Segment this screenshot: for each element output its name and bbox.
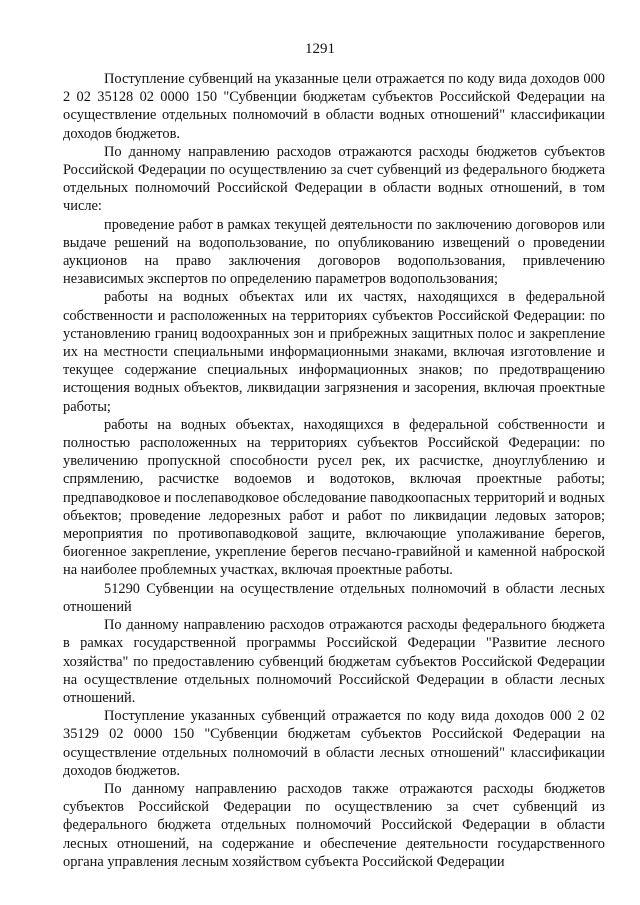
section-heading-51290: 51290 Субвенции на осуществление отдельных полномочий в области лесных отношений bbox=[63, 580, 605, 615]
paragraph-income-code-water: Поступление субвенций на указанные цели отражается по коду вида доходов 000 2 02 35128 02 0000 150 "Субвенции бюджетам субъектов Российской Федерации на осуществление отдельных полномочий в области водных отношений" классификации доходов бюджетов. bbox=[63, 71, 605, 142]
page-number: 1291 bbox=[305, 41, 335, 57]
paragraph-water-use-contracts: проведение работ в рамках текущей деятельности по заключению договоров или выдаче решений на водопользование, по опубликованию извещений о проведении аукционов на право заключения договоров водопользования, привлечению независимых экспертов по определению параметров водопользования; bbox=[63, 216, 605, 288]
paragraph-forest-regional-expenses: По данному направлению расходов также отражаются расходы бюджетов субъектов Российской Федерации по осуществлению за счет субвенций из федерального бюджета отдельных полномочий Российской Федерации в области лесных отношений, на содержание и обеспечение деятельности государственного органа управления лесным хозяйством субъекта Российской Федерации bbox=[63, 780, 605, 870]
paragraph-forest-federal-budget: По данному направлению расходов отражаются расходы федерального бюджета в рамках государственной программы Российской Федерации "Развитие лесного хозяйства" по предоставлению субвенций бюджетам субъектов Российской Федерации на осуществление отдельных полномочий Российской Федерации в области лесных отношений. bbox=[63, 617, 605, 706]
document-body bbox=[63, 70, 605, 871]
paragraph-income-code-forest: Поступление указанных субвенций отражается по коду вида доходов 000 2 02 35129 02 0000 150 "Субвенции бюджетам субъектов Российской Федерации на осуществление отдельных полномочий в области лесных отношений" классификации доходов бюджетов. bbox=[63, 708, 605, 779]
paragraph-water-expenses-intro: По данному направлению расходов отражаются расходы бюджетов субъектов Российской Федерации по осуществлению за счет субвенций из федерального бюджета отдельных полномочий Российской Федерации в области водных отношений, в том числе: bbox=[63, 143, 605, 215]
paragraph-river-works: работы на водных объектах, находящихся в федеральной собственности и полностью расположенных на территориях субъектов Российской Федерации: по увеличению пропускной способности русел рек, их расчистке, дноуглублению и спрямлению, расчистке водоемов и водотоков, включая проектные работы; предпаводковое и послепаводковое обследование паводкоопасных территорий и водных объектов; проведение ледорезных работ и работ по ликвидации ледовых заторов; мероприятия по противопаводковой защите, включающие уполаживание берегов, биогенное закрепление, укрепление берегов песчано-гравийной и каменной наброской на наиболее проблемных участках, включая проектные работы. bbox=[63, 416, 605, 579]
paragraph-water-protection-zones: работы на водных объектах или их частях, находящихся в федеральной собственности и расположенных на территориях субъектов Российской Федерации: по установлению границ водоохранных зон и прибрежных защитных полос и закрепление их на местности специальными информационными знаками, включая изготовление и текущее содержание специальных информационных знаков; по предотвращению истощения водных объектов, ликвидации загрязнения и засорения, включая проектные работы; bbox=[63, 289, 605, 415]
